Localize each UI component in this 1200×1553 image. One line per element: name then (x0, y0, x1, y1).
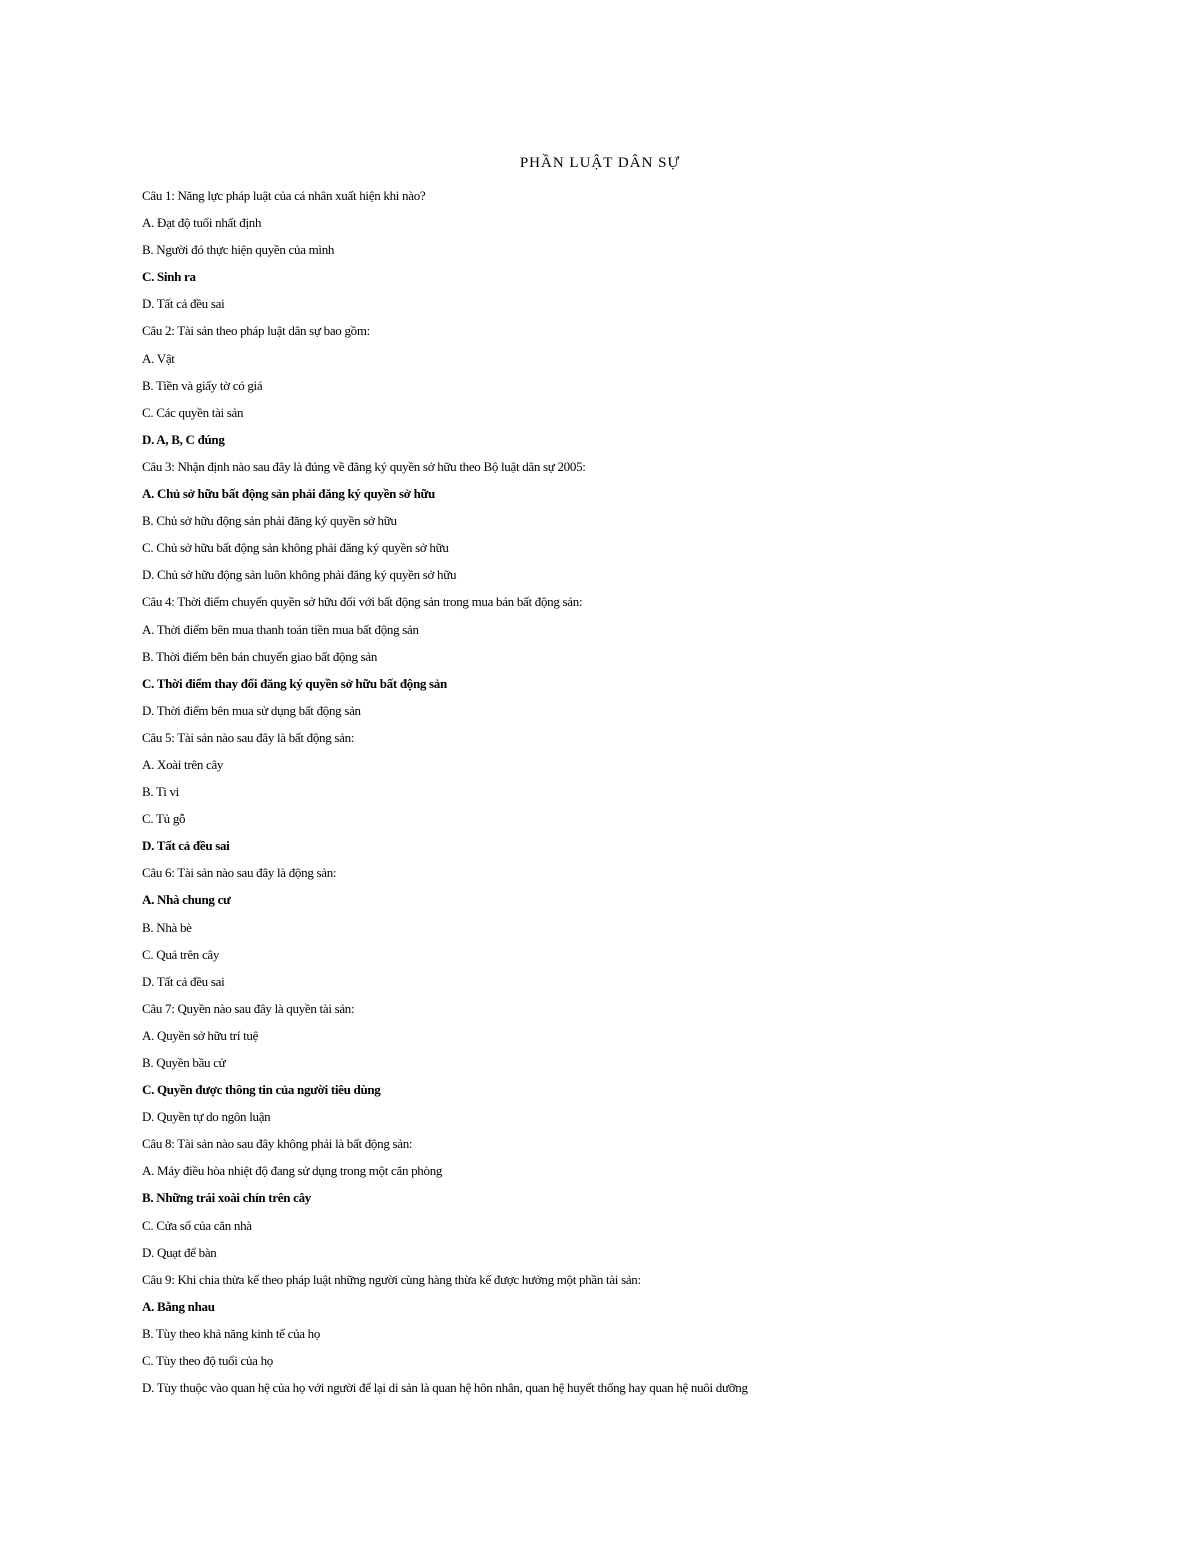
question-line: Câu 4: Thời điểm chuyển quyền sở hữu đối với bất động sản trong mua bán bất động sản: (142, 594, 583, 610)
question-line: Câu 5: Tài sản nào sau đây là bất động sản: (142, 729, 355, 745)
answer-option-correct: A. Chủ sở hữu bất động sản phải đăng ký quyền sở hữu (142, 486, 435, 502)
question-line: Câu 3: Nhận định nào sau đây là đúng về đăng ký quyền sở hữu theo Bộ luật dân sự 2005: (142, 458, 586, 474)
document-body (142, 182, 1142, 1401)
answer-option-correct: C. Sinh ra (142, 269, 196, 285)
answer-option: A. Máy điều hòa nhiệt độ đang sử dụng trong một căn phòng (142, 1163, 443, 1179)
answer-option: A. Quyền sở hữu trí tuệ (142, 1027, 259, 1043)
answer-option: B. Tùy theo khả năng kinh tế của họ (142, 1325, 321, 1341)
question-line: Câu 8: Tài sản nào sau đây không phải là bất động sản: (142, 1136, 413, 1152)
answer-option: A. Vật (142, 350, 175, 366)
answer-option-correct: A. Bằng nhau (142, 1298, 215, 1314)
answer-option-correct: D. A, B, C đúng (142, 431, 225, 447)
answer-option: D. Tất cả đều sai (142, 973, 225, 989)
question-line: Câu 9: Khi chia thừa kế theo pháp luật những người cùng hàng thừa kế được hưởng một phần tài sản: (142, 1271, 641, 1287)
answer-option: B. Người đó thực hiện quyền của mình (142, 242, 335, 258)
answer-option: B. Thời điểm bên bán chuyển giao bất động sản (142, 648, 378, 664)
answer-option: C. Cửa sổ của căn nhà (142, 1217, 252, 1233)
answer-option-correct: D. Tất cả đều sai (142, 838, 230, 854)
answer-option: B. Tiền và giấy tờ có giá (142, 377, 263, 393)
answer-option: D. Quạt để bàn (142, 1244, 217, 1260)
answer-option-correct: B. Những trái xoài chín trên cây (142, 1190, 312, 1206)
question-line: Câu 1: Năng lực pháp luật của cá nhân xuất hiện khi nào? (142, 188, 426, 203)
answer-option: A. Đạt độ tuổi nhất định (142, 215, 262, 231)
answer-option: D. Chủ sở hữu động sản luôn không phải đăng ký quyền sở hữu (142, 567, 457, 583)
answer-option: D. Thời điểm bên mua sử dụng bất động sản (142, 702, 361, 718)
answer-option: C. Tủ gỗ (142, 811, 186, 827)
answer-option: B. Chủ sở hữu động sản phải đăng ký quyền sở hữu (142, 513, 397, 529)
answer-option: B. Quyền bầu cử (142, 1055, 226, 1070)
answer-option-correct: C. Quyền được thông tin của người tiêu dùng (142, 1082, 381, 1098)
answer-option: D. Quyền tự do ngôn luận (142, 1109, 271, 1125)
question-line: Câu 7: Quyền nào sau đây là quyền tài sản: (142, 1000, 355, 1016)
answer-option: A. Thời điểm bên mua thanh toán tiền mua bất động sản (142, 621, 419, 637)
answer-option: C. Quả trên cây (142, 946, 220, 962)
answer-option: C. Chủ sở hữu bất động sản không phải đăng ký quyền sở hữu (142, 540, 449, 556)
answer-option: A. Xoài trên cây (142, 756, 224, 772)
answer-option: D. Tất cả đều sai (142, 296, 225, 312)
answer-option-correct: C. Thời điểm thay đổi đăng ký quyền sở hữu bất động sản (142, 675, 447, 691)
document-title: PHẦN LUẬT DÂN SỰ (519, 155, 681, 171)
answer-option-correct: A. Nhà chung cư (142, 892, 231, 908)
answer-option: D. Tùy thuộc vào quan hệ của họ với người để lại di sản là quan hệ hôn nhân, quan hệ huyết thống hay quan hệ nuôi dưỡng (142, 1380, 748, 1396)
answer-option: C. Các quyền tài sản (142, 404, 244, 420)
answer-option: B. Ti vi (142, 784, 179, 800)
answer-option: C. Tùy theo độ tuổi của họ (142, 1353, 273, 1369)
question-line: Câu 2: Tài sản theo pháp luật dân sự bao gồm: (142, 323, 370, 339)
question-line: Câu 6: Tài sản nào sau đây là động sản: (142, 865, 337, 881)
answer-option: B. Nhà bè (142, 919, 192, 935)
